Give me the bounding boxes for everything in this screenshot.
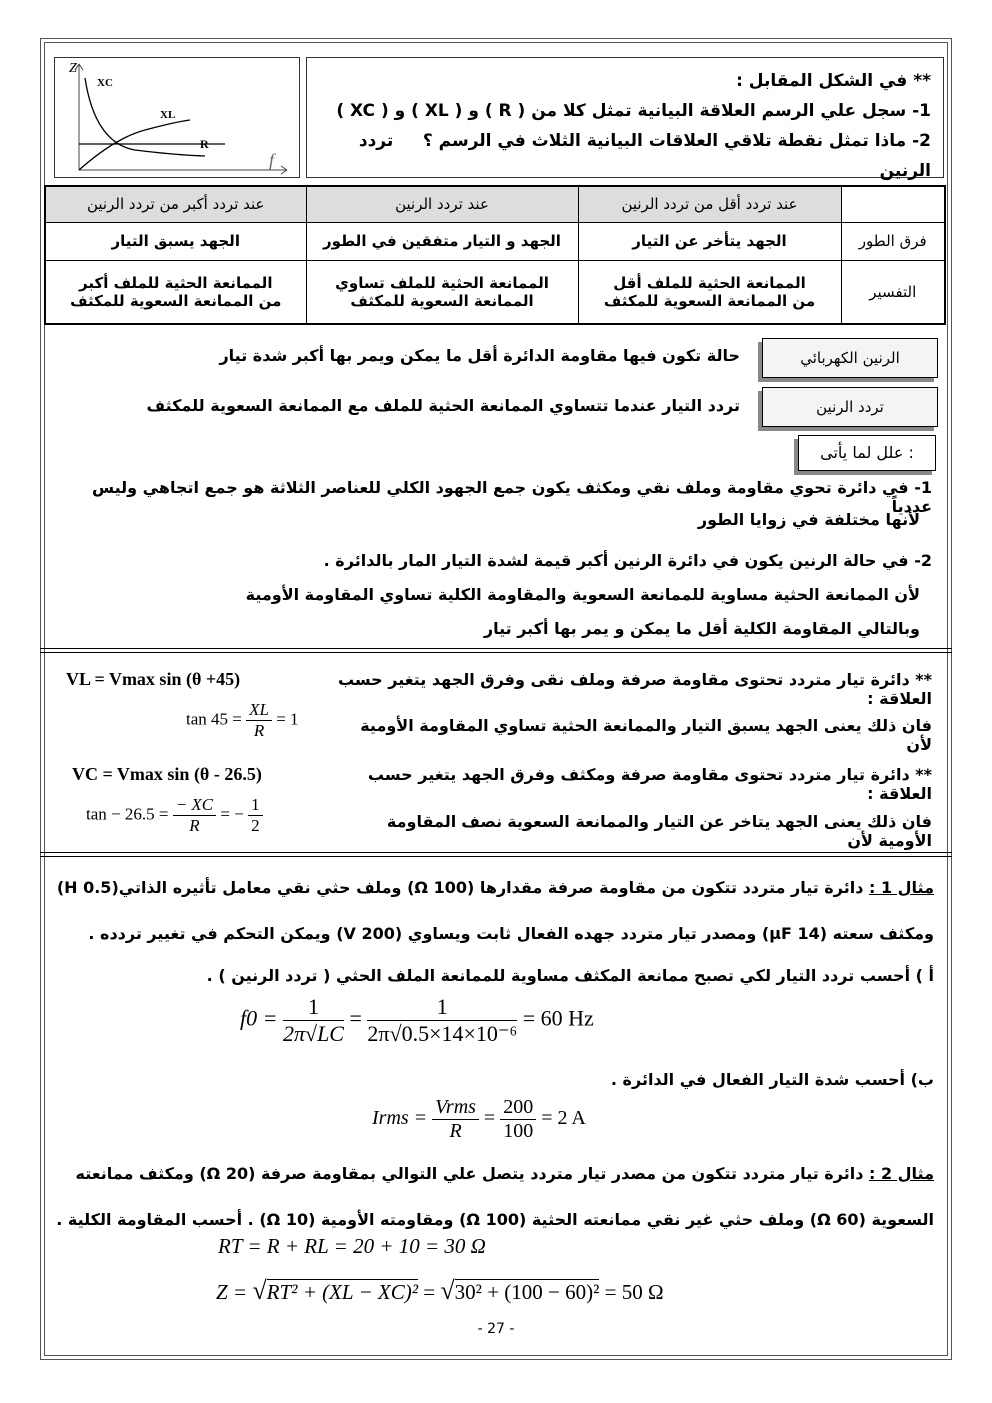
phase-l4-pre: فان ذلك يعنى الجهد <box>775 812 932 831</box>
irms-num: Vrms <box>432 1096 479 1120</box>
explain-title-box: علل لما يأتى : <box>798 435 936 471</box>
f0-num: 1 <box>283 994 344 1021</box>
phase-above: الجهد يسبق التيار <box>45 222 306 260</box>
phase-at: الجهد و التيار متفقين في الطور <box>306 222 578 260</box>
z-axis-label: Z <box>69 61 77 76</box>
term-electrical-resonance: الرنين الكهربائي <box>762 338 938 378</box>
table-row-explain <box>45 260 945 324</box>
question-2-answer: تردد الرنين <box>358 131 931 181</box>
irms-equation: Irms = $\frac{\text{Vrms}}{R}$ = $\frac{200}{100}$ = 2 A <box>372 1096 586 1142</box>
f0-lhs: f0 = <box>240 1005 278 1031</box>
example-2-line-2: السعوية (60 Ω) وملف حثي غير نقي ممانعته الحثية (100 Ω) ومقاومته الأومية (10 Ω) . أحسب المقاومة الكلية . <box>56 1210 934 1229</box>
question-2-text: 2- ماذا تمثل نقطة تلاقي العلاقات البيانية الثلاث في الرسم ؟ <box>422 131 931 151</box>
definition-electrical-resonance: حالة تكون فيها مقاومة الدائرة أقل ما يمكن ويمر بها أكبر شدة تيار <box>219 346 740 365</box>
definition-resonance-frequency: تردد التيار عندما تتساوي الممانعة الحثية للملف مع الممانعة السعوية للمكثف <box>146 396 740 415</box>
phase-l4-post: المقاومة الأومية لأن <box>386 812 932 850</box>
term-resonance-frequency: تردد الرنين <box>762 387 938 427</box>
explain-above <box>45 260 306 324</box>
example-1-text-1: دائرة تيار متردد تتكون من مقاومة صرفة مقدارها (100 Ω) وملف حثي نقي معامل تأثيره الذاتي(0.5 H) <box>56 878 864 897</box>
phase-l4-lags: يتاخر عن <box>699 812 771 831</box>
irms-den: R <box>449 1120 462 1142</box>
irms-fraction-2 <box>500 1096 536 1143</box>
f0-fraction-2 <box>367 994 517 1047</box>
example-2-line-1 <box>56 1164 934 1183</box>
table-row-phase <box>45 222 945 260</box>
tan45-equation <box>186 700 299 741</box>
question-2 <box>317 126 931 186</box>
tan26-lhs: tan − 26.5 = <box>86 804 169 824</box>
irms-den2: 100 <box>503 1120 534 1142</box>
explain-item-1-answer: لأنها مختلفة في زوايا الطور <box>697 510 920 529</box>
f0-fraction-1 <box>283 994 344 1047</box>
tan26-num2: 1 <box>248 795 263 816</box>
xl-label: XL <box>160 109 176 121</box>
resonance-comparison-table <box>44 185 946 325</box>
irms-fraction-1 <box>432 1096 479 1143</box>
header-above-resonance: عند تردد أكبر من تردد الرنين <box>45 186 306 222</box>
phase-l4-mid: التيار والممانعة السعوية <box>507 812 695 831</box>
tan26-equation <box>86 795 263 836</box>
divider-2 <box>40 852 952 857</box>
divider-1 <box>40 648 952 653</box>
tan26-den: R <box>189 816 200 835</box>
z-radicand-2: 30² + (100 − 60)² <box>454 1280 600 1304</box>
f0-num2: 1 <box>367 994 517 1021</box>
question-1: 1- سجل علي الرسم العلاقة البيانية تمثل كلا من ( R ) و ( XL ) و ( XC ) <box>336 101 931 121</box>
phase-l2-leads: يسبق <box>727 716 771 735</box>
example-1-line-2: ومكثف سعته (14 µF) ومصدر تيار متردد جهده الفعال ثابت ويساوي (200 V) ويمكن التحكم في تغيير تردده . <box>88 924 934 943</box>
f-axis-label: f <box>269 150 275 170</box>
rt-equation: RT = R + RL = 20 + 10 = 30 Ω <box>218 1234 486 1258</box>
graph-svg <box>55 58 299 177</box>
example-1-label: مثال 1 : <box>868 878 934 897</box>
f0-den2: 2π√0.5×14×10⁻⁶ <box>367 1021 518 1046</box>
explain-item-2-answer-2: وبالتالي المقاومة الكلية أقل ما يمكن و يمر بها أكبر تيار <box>483 619 920 638</box>
header-below-resonance: عند تردد أقل من تردد الرنين <box>578 186 841 222</box>
f0-den: 2π√LC <box>282 1021 344 1046</box>
example-1-line-1 <box>56 878 934 897</box>
graph-question-box <box>306 57 944 181</box>
irms-result: = 2 A <box>541 1107 586 1130</box>
equation-vl: VL = Vmax sin (θ +45) <box>66 669 241 689</box>
phase-line-1: ** دائرة تيار متردد تحتوى مقاومة صرفة وملف نقى وفرق الجهد يتغير حسب العلاقة : <box>337 670 932 708</box>
row-label-explain: التفسير <box>841 260 945 324</box>
explain-item-2-answer-1: لأن الممانعة الحثية مساوية للممانعة السعوية والمقاومة الكلية تساوي المقاومة الأومية <box>245 585 920 604</box>
z-lhs: Z = <box>216 1280 248 1304</box>
explain-item-1: 1- في دائرة تحوي مقاومة وملف نقي ومكثف يكون جمع الجهود الكلي للعناصر الثلاثة هو جمع اتجاهي وليس عددياً <box>91 478 932 516</box>
example-2-label: مثال 2 : <box>868 1164 934 1183</box>
tan26-num: − XC <box>173 795 216 816</box>
tan45-lhs: tan 45 = <box>186 709 242 729</box>
table-corner-cell <box>841 186 945 222</box>
tan45-fraction <box>246 700 272 741</box>
tan26-mid: = − <box>220 804 244 824</box>
f0-result: = 60 Hz <box>522 1005 594 1031</box>
z-radicand-1: RT² + (XL − XC)² <box>266 1280 419 1304</box>
tan45-num: XL <box>246 700 272 721</box>
explain-below <box>578 260 841 324</box>
question-heading: ** في الشكل المقابل : <box>736 71 931 91</box>
r-label: R <box>200 137 209 151</box>
irms-lhs: Irms = <box>372 1107 428 1130</box>
phase-l2-post: المقاومة الأومية لأن <box>360 716 932 754</box>
example-1-question-b: ب) أحسب شدة التيار الفعال في الدائرة . <box>610 1070 934 1089</box>
header-at-resonance: عند تردد الرنين <box>306 186 578 222</box>
tan26-den2: 2 <box>251 816 260 835</box>
phase-line-4 <box>340 812 932 850</box>
impedance-frequency-graph <box>54 57 300 178</box>
explain-at-l1: الممانعة الحثية للملف تساوي <box>335 273 549 292</box>
explain-below-l1: الممانعة الحثية للملف أقل <box>613 273 806 292</box>
explain-above-l1: الممانعة الحثية للملف أكبر <box>79 273 273 292</box>
irms-num2: 200 <box>500 1096 536 1120</box>
xc-label: XC <box>97 77 113 89</box>
tan26-fraction-2 <box>248 795 263 836</box>
explain-at-l2: الممانعة السعوية للمكثف <box>350 291 534 310</box>
explain-above-l2: من الممانعة السعوية للمكثف <box>70 291 282 310</box>
xl-curve <box>79 120 190 170</box>
explain-below-l2: من الممانعة السعوية للمكثف <box>603 291 816 310</box>
tan26-fraction-1 <box>173 795 216 836</box>
example-2-text-1: دائرة تيار متردد تتكون من مصدر تيار متردد يتصل علي التوالي بمقاومة صرفة (20 Ω) ومكثف ممانعته <box>75 1164 864 1183</box>
z-result: = 50 Ω <box>604 1280 664 1304</box>
explain-item-2: 2- في حالة الرنين يكون في دائرة الرنين أكبر قيمة لشدة التيار المار بالدائرة . <box>323 551 932 570</box>
equation-vc: VC = Vmax sin (θ - 26.5) <box>72 764 262 784</box>
phase-l2-equals: تساوي <box>493 716 547 735</box>
row-label-phase: فرق الطور <box>841 222 945 260</box>
table-header-row <box>45 186 945 222</box>
z-equation: Z = √RT² + (XL − XC)² = √30² + (100 − 60)² = 50 Ω <box>216 1276 664 1305</box>
example-1-question-a: أ ) أحسب تردد التيار لكي تصبح ممانعة المكثف مساوية للممانعة الملف الحثي ( تردد الرنين ) . <box>206 966 934 985</box>
explain-at <box>306 260 578 324</box>
page-number: - 27 - <box>477 1321 515 1337</box>
phase-l4-half: نصف <box>461 812 503 831</box>
phase-line-3: ** دائرة تيار متردد تحتوى مقاومة صرفة ومكثف وفرق الجهد يتغير حسب العلاقة : <box>367 765 932 803</box>
phase-below: الجهد يتأخر عن التيار <box>578 222 841 260</box>
tan45-den: R <box>253 721 265 740</box>
phase-l2-pre: فان ذلك يعنى الجهد <box>775 716 932 735</box>
phase-line-2 <box>330 716 932 754</box>
f0-equation: f0 = $\frac{1}{2\pi√LC}$ = $\frac{1}{\text{2π√0.5×14×10⁻⁶}}$ = 60 Hz <box>240 994 594 1046</box>
tan45-rhs: = 1 <box>276 709 299 729</box>
phase-l2-mid: التيار والممانعة الحثية <box>551 716 722 735</box>
